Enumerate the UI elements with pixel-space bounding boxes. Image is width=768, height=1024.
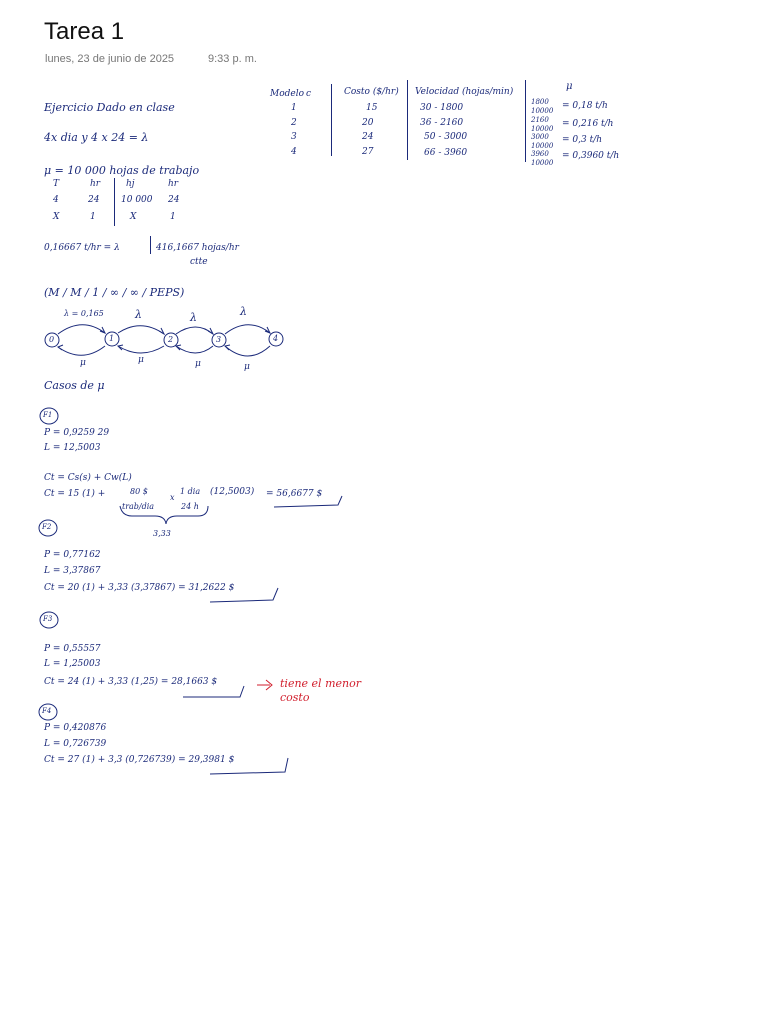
mu-result: = 0,216 t/h: [562, 119, 614, 129]
ratio-cell: 24: [88, 195, 100, 205]
case-label: F3: [43, 615, 53, 623]
col-header-velocidad: Velocidad (hojas/min): [415, 87, 514, 97]
fraction-numerator: 80 $: [130, 487, 148, 496]
case-l: L = 1,25003: [44, 659, 101, 669]
lowest-cost-note: tiene el menor costo: [280, 677, 361, 704]
result-underline: [183, 686, 244, 697]
cost-line: Ct = 20 (1) + 3,33 (3,37867) = 31,2622 $: [44, 583, 235, 593]
sheets-per-hour: 416,1667 hojas/hr: [156, 243, 239, 253]
state-label: 1: [109, 334, 115, 343]
mu-result: = 0,3960 t/h: [562, 151, 620, 161]
velocidad-cell: 66 - 3960: [424, 148, 468, 158]
case-l: L = 12,5003: [44, 443, 101, 453]
state-label: 2: [168, 335, 174, 344]
costo-cell: 20: [362, 118, 374, 128]
velocidad-cell: 50 - 3000: [424, 132, 468, 142]
mu-denominator: 10000: [531, 107, 554, 115]
ratio-header: hj: [126, 179, 135, 189]
mu-result: = 0,18 t/h: [562, 101, 608, 111]
kendall-notation: (M / M / 1 / ∞ / ∞ / PEPS): [44, 286, 185, 299]
mu-numerator: 3000: [531, 133, 549, 141]
case-label: F1: [43, 411, 53, 419]
col-header-modelo: Modelo: [270, 89, 305, 99]
col-header-costo: Costo ($/hr): [344, 87, 399, 97]
case-p: P = 0,420876: [44, 723, 107, 733]
fraction-denominator: 24 h: [181, 502, 199, 511]
ratio-header: T: [53, 179, 60, 189]
mu-column-header: μ: [566, 81, 573, 92]
mu-denominator: 10000: [531, 125, 554, 133]
state-label: 0: [49, 335, 55, 344]
mu-numerator: 2160: [531, 116, 549, 124]
cost-queue-factor: (12,5003): [210, 487, 255, 497]
ratio-cell: X: [130, 212, 137, 222]
ratio-cell: 1: [90, 212, 96, 222]
velocidad-cell: 36 - 2160: [420, 118, 464, 128]
case-l: L = 0,726739: [44, 739, 107, 749]
mu-result: = 0,3 t/h: [562, 135, 603, 145]
ratio-header: hr: [90, 179, 101, 189]
case-p: P = 0,9259 29: [44, 428, 110, 438]
arrival-rate-label: λ = 0,165: [64, 309, 104, 318]
costo-cell: 27: [362, 147, 374, 157]
brace-value: 3,33: [153, 529, 171, 538]
mu-numerator: 1800: [531, 98, 549, 106]
page-time: 9:33 p. m.: [208, 53, 257, 65]
service-rate-label: μ: [195, 359, 201, 369]
sheets-note: ctte: [190, 257, 208, 267]
costo-cell: 15: [366, 103, 378, 113]
state-label: 3: [216, 335, 222, 344]
ratio-cell: X: [53, 212, 60, 222]
mu-numerator: 3960: [531, 150, 549, 158]
exercise-heading: Ejercicio Dado en clase: [44, 101, 175, 114]
mu-denominator: 10000: [531, 159, 554, 167]
ratio-header: hr: [168, 179, 179, 189]
mu-denominator: 10000: [531, 142, 554, 150]
case-label: F2: [42, 523, 52, 531]
ratio-cell: 24: [168, 195, 180, 205]
multiply-sign: x: [170, 493, 175, 502]
page-title: Tarea 1: [44, 18, 125, 45]
mu-definition: μ = 10 000 hojas de trabajo: [44, 164, 200, 177]
modelo-cell: 1: [291, 103, 297, 113]
page-date: lunes, 23 de junio de 2025: [45, 53, 175, 65]
ratio-cell: 10 000: [121, 195, 153, 205]
service-rate-label: μ: [244, 362, 250, 372]
lambda-equation: 4x dia y 4 x 24 = λ: [44, 131, 149, 144]
state-label: 4: [273, 334, 279, 343]
cost-result: = 56,6677 $: [266, 489, 323, 499]
fraction-numerator: 1 dia: [180, 487, 201, 496]
velocidad-cell: 30 - 1800: [420, 103, 464, 113]
cost-line: Ct = 15 (1) +: [44, 489, 106, 499]
case-p: P = 0,55557: [44, 644, 101, 654]
case-p: P = 0,77162: [44, 550, 101, 560]
modelo-cell: 4: [291, 147, 297, 157]
ratio-cell: 1: [170, 212, 176, 222]
service-rate-label: μ: [138, 355, 144, 365]
arrival-rate-label: λ: [135, 308, 142, 321]
case-l: L = 3,37867: [44, 566, 101, 576]
arrival-rate-label: λ: [240, 305, 247, 318]
modelo-cell: 3: [291, 132, 297, 142]
service-rate-label: μ: [80, 358, 86, 368]
lambda-value: 0,16667 t/hr = λ: [44, 243, 120, 253]
cases-heading: Casos de μ: [44, 379, 105, 392]
ratio-cell: 4: [53, 195, 59, 205]
case-label: F4: [42, 707, 52, 715]
cost-formula: Ct = Cs(s) + Cw(L): [44, 473, 132, 483]
costo-cell: 24: [362, 132, 374, 142]
cost-line: Ct = 27 (1) + 3,3 (0,726739) = 29,3981 $: [44, 755, 235, 765]
col-header-c: c: [306, 89, 312, 99]
cost-line: Ct = 24 (1) + 3,33 (1,25) = 28,1663 $: [44, 677, 218, 687]
fraction-denominator: trab/dia: [122, 502, 155, 511]
arrival-rate-label: λ: [190, 311, 197, 324]
modelo-cell: 2: [291, 118, 297, 128]
